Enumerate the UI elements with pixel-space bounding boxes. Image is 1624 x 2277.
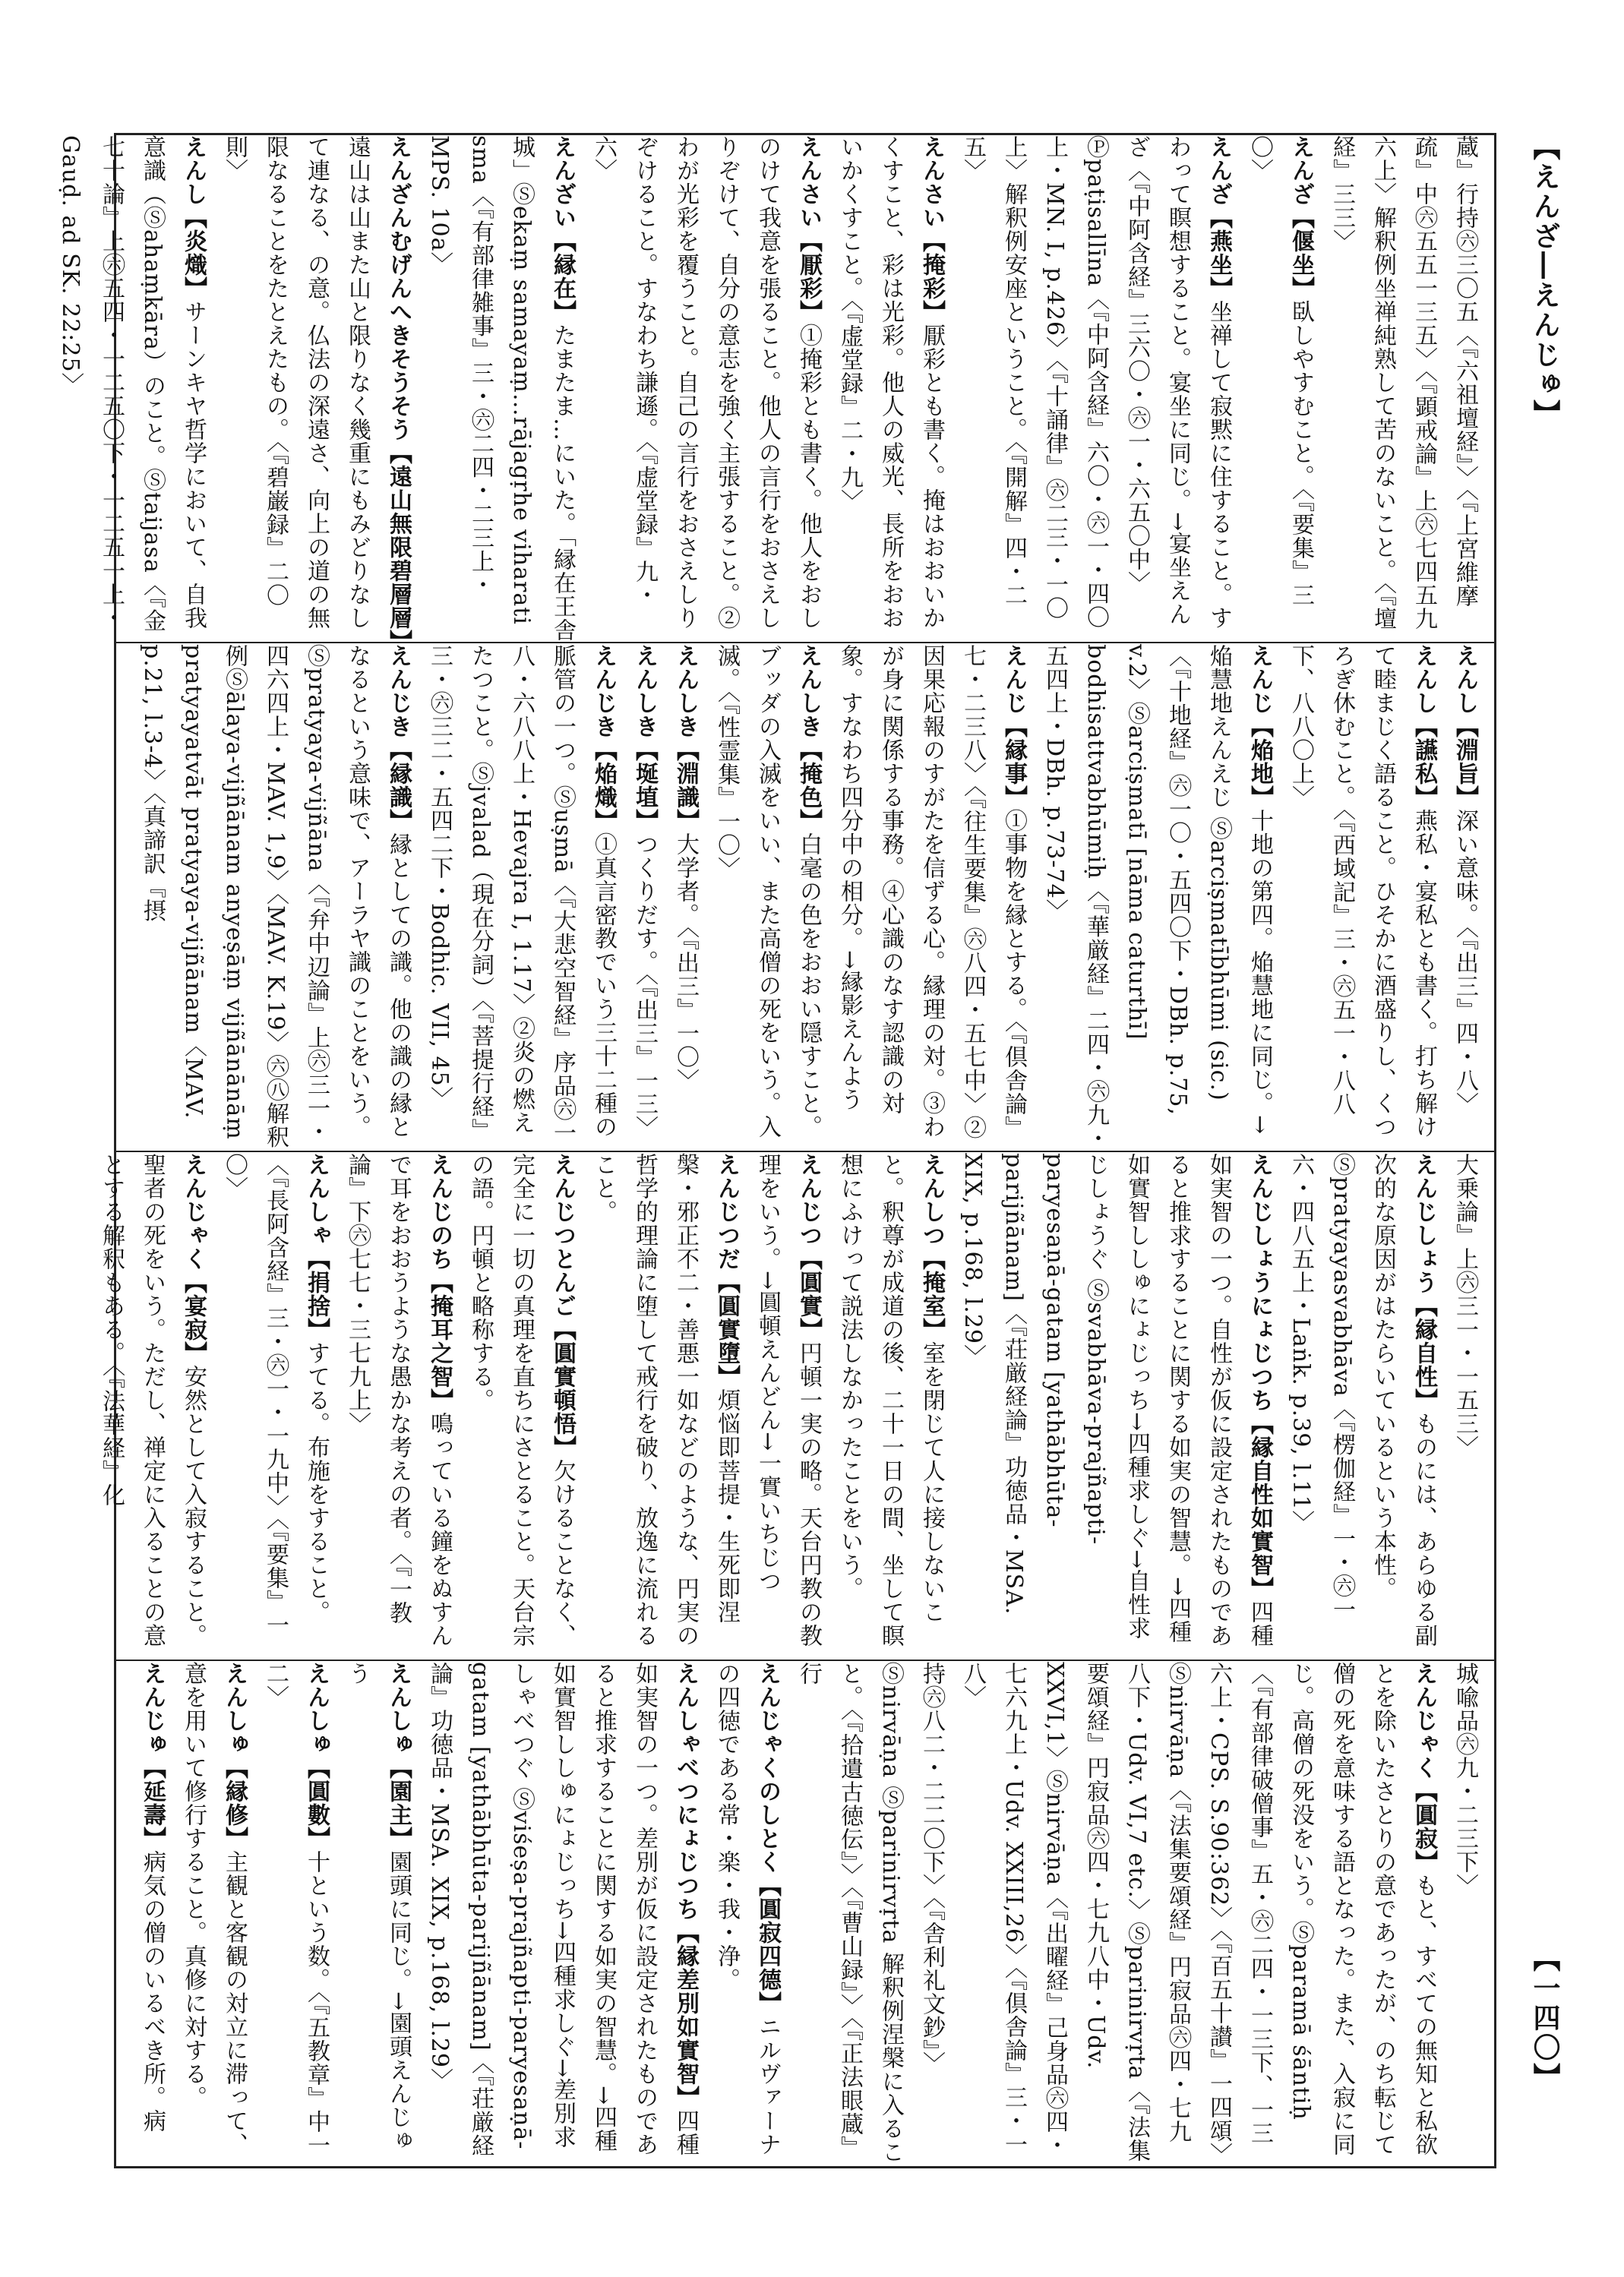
entry-headword: えんじき【焔熾】 [590,644,617,832]
entry-definition: ①事物を縁とする。〈『倶舎論』七・二三八〉〈『往生要集』㊅八四・五七中〉②因果応報のすがたを信ずる心。縁理の対。③わが身に関係する事務。④心識のなす認識の対象。すなわち四分中の相分。→縁影えんよう [836,644,1027,1139]
entry-headword: えんしゅ【圓數】 [303,1662,330,1850]
dictionary-entry [672,644,699,1092]
dictionary-entry [426,135,576,642]
entry-definition: 欠けることなく、完全に一切の真理を直ちにさとること。天台宗の語。円頓と略称する。 [467,1153,576,1647]
dictionary-entry [426,644,617,1145]
entry-definition: ①真言密教でいう三十二種の脈管の一つ。Ⓢuṣmā〈『大悲空智経』序品㊅一八・六八八上・Hevajra I, 1.17〉②炎の燃えたつこと。Ⓢjvalad（現在分詞）〈『菩提行経』三・㊅三二・五四二下・Bodhic. VII, 45〉 [426,644,617,1145]
dictionary-entry [1452,1153,1478,1459]
dictionary-entry [344,1153,453,1647]
running-head: 【えんざ―えんじゅ】 [1529,133,1561,429]
entry-definition: すてる。布施をすること。〈『長阿含経』三・㊅一・一九中〉〈『要集』一〇〉 [221,1153,330,1637]
entry-headword: えんじつだ【圓實墮】 [713,1153,740,1388]
entry-definition: ものには、あらゆる副次的な原因がはたらいているという本性。Ⓢpratyayasvabhāva〈『楞伽経』一・㊅一六・四八五上・Laṅk. p.39, l.11〉 [1288,1153,1437,1647]
dictionary-entry [426,1662,699,2158]
entry-headword: えんしき【埏埴】 [631,644,658,832]
entry-definition: 厭彩とも書く。掩はおおいかくすこと、彩は光彩。他人の威光、長所をおおいかくすこと。〈『虚堂録』二・九〉 [836,135,945,630]
tier-2-text [131,644,1485,1151]
entry-definition: 持㊅八二・二二〇下〉〈『舎利礼文鈔』〉Ⓢnirvāṇa Ⓢparinirvṛta 解釈例涅槃に入ること。〈『拾遺古徳伝』〉〈『曹山録』〉〈『正法眼蔵』行 [795,1662,945,2164]
tier-1 [57,135,1494,653]
entry-definition: 城喩品㊅九・二三下〉 [1452,1662,1478,1897]
dictionary-entry [221,135,412,653]
dictionary-entry [836,644,1027,1139]
dictionary-entry [1452,644,1478,1116]
page-number: 【一四〇】 [1529,1944,1561,2092]
entry-definition: たまたま…にいた。「縁在王舎城」Ⓢekaṃ samayaṃ…rājagṛhe viharati sma〈『有部律雑事』三・㊅二四・二三上・MPS. 10a〉 [426,135,576,642]
dictionary-entry [959,1662,1437,2162]
entry-headword: えんし【讌私】 [1411,644,1437,809]
dictionary-entry [836,135,945,630]
page-frame [57,133,1496,2168]
entry-headword: えんしゅ【縁修】 [221,1662,248,1850]
dictionary-entry [1246,135,1314,607]
entry-definition: ①掩彩とも書く。他人をおしのけて我意を張ること。他人の言行をおさえしりぞけて、自分の意志を強く主張すること。②わが光彩を覆うこと。自己の言行をおさえしりぞけること。すなわち謙遜。〈『虚堂録』九・六〉 [590,135,822,630]
dictionary-entry [795,1662,945,2164]
entry-definition: 縁としての識。他の識の縁となるという意味で、アーラヤ識のことをいう。Ⓢpratyaya-vijñāna〈『弁中辺論』上㊅三一・四六四上・MAV. 1,9〉〈MAV. K.19〉㊅㊇解釈例Ⓢālaya-vijñānam anyeṣāṃ vijñānānāṃ pratyayatvāt pratyaya-vijñānam〈MAV. p.21, l.3-4〉〈真諦訳『摂 [139,644,412,1149]
dictionary-entry [959,1153,1273,1647]
entry-definition: 遠山は山また山と限りなく幾重にもみどりなして連なる、の意。仏法の深遠さ、向上の道の無限なることをたとえたもの。〈『碧巌録』二〇則〉 [221,135,371,630]
dictionary-entry [180,1662,248,2156]
entry-definition: 円頓一実の略。天台円教の教理をいう。→圓頓えんどん→一實いちじつ [754,1153,822,1647]
tier-divider [116,1151,1494,1152]
tier-3-text [90,1153,1485,1660]
dictionary-entry [713,644,822,1138]
tier-3 [98,1153,1494,1660]
dictionary-entry [1452,1662,1478,1897]
dictionary-entry [1288,644,1437,1138]
entry-headword: えんじのち【掩耳之智】 [426,1153,453,1412]
entry-headword: えんしき【掩色】 [795,644,822,832]
dictionary-entry [631,644,658,1139]
entry-headword: えんざ【偃坐】 [1288,135,1314,300]
dictionary-entry [98,1153,207,1647]
entry-definition: 主観と客観の対立に滞って、意を用いて修行すること。真修に対する。 [180,1662,248,2156]
entry-headword: えんしき【淵識】 [672,644,699,832]
dictionary-entry [221,1153,330,1637]
dictionary-entry [1288,1153,1437,1647]
entry-headword: えんじ【焔地】 [1246,644,1273,809]
entry-definition: 深い意味。〈『出三』四・八〉 [1452,809,1478,1116]
entry-headword: えんじつ【圓實】 [795,1153,822,1341]
entry-definition: 室を閉じて人に接しないこと。釈尊が成道の後、二十一日の間、坐して瞑想にふけって説法しなかったことをいう。 [836,1153,945,1647]
entry-headword: えんざんむげんへきそうそう【遠山無限碧層層】 [385,135,412,653]
dictionary-entry [959,135,1232,630]
entry-definition: 燕私・宴私とも書く。打ち解けて睦まじく語ること。ひそかに酒盛りし、くつろぎ休むこと。〈『西域記』三・㊅五一・八八下、八八〇上〉 [1288,644,1437,1138]
entry-definition: 四種如実智の一つ。差別が仮に設定されたものであると推求することに関する如実の智慧。→四種如實智ししゅにょじっち→四種求しぐ→差別求しゃべつぐ Ⓢviśeṣa-prajñapti-paryesaṇā-gatam [yathābhūta-parijñānam]〈『荘厳経論』功徳品・MSA. XIX, p.168, l.29〉 [426,1662,699,2158]
entry-definition: 坐禅して寂黙に住すること。すわって瞑想すること。宴坐に同じ。→宴坐えんざ〈『中阿含経』三六〇・㊅一・六五〇中〉Ⓟpaṭisallīna〈『中阿含経』六〇・㊅一・四〇上・MN. I, p.426〉〈『十誦律』㊅二三・一〇上〉解釈例安座ということ。〈『開解』四・二五〉 [959,135,1232,630]
dictionary-entry [1041,644,1273,1151]
entry-definition: 大乗論』上㊅三一・一五三〉 [1452,1153,1478,1459]
entry-headword: えんし【炎熾】 [180,135,207,300]
entry-definition: 園頭に同じ。→園頭えんじゅう [344,1662,412,2153]
entry-definition: つくりだす。〈『出三』一三〉 [631,832,658,1139]
entry-headword: えんしつ【掩室】 [918,1153,945,1341]
entry-headword: えんさい【厭彩】 [795,135,822,324]
entry-definition: 白毫の色をおおい隠すこと。ブッダの入滅をいい、また高僧の死をいう。入滅。〈『性霊集』一〇〉 [713,644,822,1138]
entry-headword: えんし【淵旨】 [1452,644,1478,809]
dictionary-entry [139,1662,166,2133]
dictionary-entry [590,1153,740,1647]
entry-definition: 四種如実智の一つ。自性が仮に設定されたものであると推求することに関する如実の智慧。→四種如實智ししゅにょじっち→四種求しぐ→自性求じしょうぐ Ⓢsvabhāva-prajñapti-paryesaṇā-gatam [yathābhūta-parijñānam]〈『荘厳経論』功徳品・MSA. XIX, p.168, l.29〉 [959,1153,1273,1647]
dictionary-entry [57,135,207,633]
dictionary-entry [754,1153,822,1647]
entry-headword: えんじゃく【圓寂】 [1411,1662,1437,1874]
tier-2 [116,644,1494,1151]
entry-headword: えんじゃく【宴寂】 [180,1153,207,1365]
entry-definition: 安然として入寂すること。聖者の死をいう。ただし、禅定に入ることの意とする解釈もある。〈『法華経』化 [98,1153,207,1647]
entry-headword: えんしゃ【捐捨】 [303,1153,330,1341]
entry-definition: 十地の第四。焔慧地に同じ。→焔慧地えんえじ Ⓢarciṣmatībhūmi (sic.)〈『十地経』㊅一〇・五四〇下・DBh. p.75, v.2〉Ⓢarciṣmatī [nāma caturthī] bodhisattvabhūmiḥ〈『華厳経』二四・㊅九・五四上・DBh. p.73-74〉 [1041,644,1273,1151]
entry-definition: サーンキヤ哲学において、自我意識（Ⓢahaṃkāra）のこと。Ⓢtaijasa〈『金七十論』上㊅五四・一二五〇下・一二五一上・Gauḍ. ad SK. 22:25〉 [57,135,207,633]
dictionary-entry [467,1153,576,1647]
entry-definition: ニルヴァーナの四徳である常・楽・我・浄。 [713,1662,781,2156]
dictionary-entry [590,135,822,630]
entry-headword: えんさい【掩彩】 [918,135,945,324]
dictionary-entry [262,1662,330,2157]
tier-divider [116,1660,1494,1661]
entry-headword: えんじゃくのしとく【圓寂四德】 [754,1662,781,2015]
entry-headword: えんざい【縁在】 [549,135,576,324]
dictionary-entry [139,644,412,1149]
entry-definition: 病気の僧のいるべき所。病 [139,1850,166,2133]
entry-definition: もと、すべての無知と私欲とを除いたさとりの意であったが、のち転じて僧の死を意味する語となった。また、入寂に同じ。高僧の死没をいう。Ⓢparamā śāntiḥ〈『有部律破僧事』五・㊅二四・一三下、一三六上・CPS. S.90:362〉〈『百五十讃』一四頌〉Ⓢnirvāṇa〈『法集要頌経』円寂品㊅四・七九八下・Udv. VI,7 etc.〉Ⓢparinirvṛta〈『法集要頌経』円寂品㊅四・七九八中・Udv. XXVI,1〉Ⓢnirvāṇa〈『出曜経』己身品㊅四・七六九上・Udv. XXIII,26〉〈『倶舎論』三・一八〉 [959,1662,1437,2163]
dictionary-entry [836,1153,945,1647]
tier-4-text [131,1662,1485,2166]
entry-headword: えんじしょう【縁自性】 [1411,1153,1437,1412]
entry-headword: えんざ【燕坐】 [1205,135,1232,300]
entry-definition: 十という数。〈『五教章』中一二〉 [262,1662,330,2157]
entry-headword: えんじき【縁識】 [385,644,412,832]
dictionary-entry [1329,135,1478,630]
entry-headword: えんじつとんご【圓實頓悟】 [549,1153,576,1459]
entry-definition: 煩悩即菩提・生死即涅槃・邪正不二・善悪一如などのような、円実の哲学的理論に堕して戒行を破り、放逸に流れること。 [590,1153,740,1647]
entry-definition: 鳴っている鐘をぬすんで耳をおおうような愚かな考えの者。〈『一教論』下㊅七七・三七九上〉 [344,1153,453,1647]
entry-headword: えんじゅ【延壽】 [139,1662,166,1850]
tier-1-text [49,135,1485,653]
dictionary-entry [344,1662,412,2152]
dictionary-entry [713,1662,781,2156]
entry-headword: えんじ【縁事】 [1000,644,1027,809]
entry-headword: えんしゃべつにょじつち【縁差別如實智】 [672,1662,699,2109]
entry-headword: えんしゅ【園主】 [385,1662,412,1850]
tier-divider [116,642,1494,643]
entry-definition: 大学者。〈『出三』一〇〉 [672,832,699,1092]
entry-definition: 臥しやすむこと。〈『要集』三〇〉 [1246,135,1314,607]
entry-definition: 蔵』行持㊅三〇五〈『六祖壇経』〉〈『上宮維摩疏』中㊅五五一三五〉〈『顕戒論』上㊅七四五九六上〉解釈例坐禅純熟して苦のないこと。〈『壇経』三三〉 [1329,135,1478,630]
tier-4 [116,1662,1494,2166]
entry-headword: えんじしょうにょじつち【縁自性如實智】 [1246,1153,1273,1600]
